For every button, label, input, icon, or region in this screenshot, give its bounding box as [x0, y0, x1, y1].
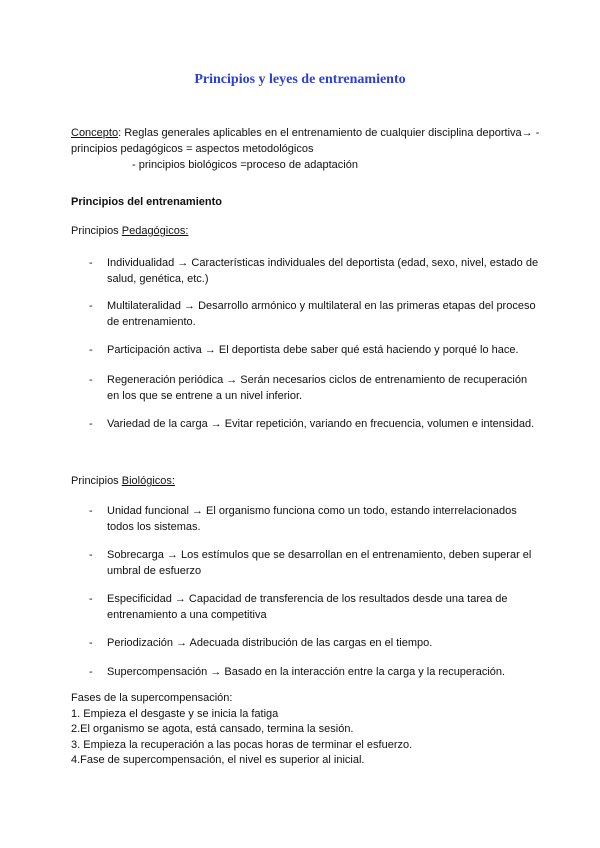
list-item-text: Especificidad → Capacidad de transferencia de los resultados desde una tarea de entrenamiento a una competitiva — [107, 593, 508, 621]
list-item — [89, 503, 539, 535]
list-item-text: Supercompensación → Basado en la interacción entre la carga y la recuperación. — [107, 666, 506, 678]
list-item — [89, 635, 539, 651]
fase-item: 1. Empieza el desgaste y se inicia la fatiga — [71, 707, 279, 720]
list-item — [89, 372, 539, 404]
list-item — [89, 298, 539, 330]
list-item-text: Variedad de la carga → Evitar repetición, variando en frecuencia, volumen e intensidad. — [107, 418, 535, 430]
list-item — [89, 416, 539, 432]
pedagogicos-prefix: Principios — [71, 225, 122, 237]
dash-bullet: - — [89, 637, 93, 649]
concepto-paragraph — [71, 125, 541, 173]
concepto-text: : Reglas generales aplicables en el entrenamiento de cualquier disciplina deportiva→ - principios pedagógicos = aspectos metodológicos — [71, 127, 540, 155]
fase-item: 2.El organismo se agota, está cansado, termina la sesión. — [71, 723, 354, 735]
biologicos-prefix: Principios — [71, 475, 122, 487]
dash-bullet: - — [89, 418, 93, 430]
fases-block — [71, 691, 541, 769]
dash-bullet: - — [89, 257, 93, 269]
list-item-text: Multilateralidad → Desarrollo armónico y multilateral en las primeras etapas del proceso de entrenamiento. — [107, 300, 536, 328]
dash-bullet: - — [89, 374, 93, 386]
concepto-label: Concepto — [71, 127, 119, 139]
biologicos-label: Biológicos: — [121, 475, 175, 487]
dash-bullet: - — [89, 505, 93, 517]
fases-heading: Fases de la supercompensación: — [71, 692, 233, 704]
dash-bullet: - — [89, 549, 93, 561]
list-item-text: Individualidad → Características individuales del deportista (edad, sexo, nivel, estado de salud, genética, etc.) — [107, 257, 539, 285]
fase-item: 3. Empieza la recuperación a las pocas horas de terminar el esfuerzo. — [71, 738, 413, 751]
list-item — [89, 591, 539, 623]
dash-bullet: - — [89, 300, 93, 312]
section-heading: Principios del entrenamiento — [71, 196, 222, 208]
biologicos-heading — [71, 475, 175, 487]
list-item-text: Participación activa → El deportista debe saber qué está haciendo y porqué lo hace. — [107, 344, 519, 356]
list-item-text: Sobrecarga → Los estímulos que se desarrollan en el entrenamiento, deben superar el umbral de esfuerzo — [107, 549, 532, 577]
pedagogicos-heading — [71, 225, 188, 237]
list-item-text: Periodización → Adecuada distribución de las cargas en el tiempo. — [107, 637, 433, 649]
list-item — [89, 255, 539, 287]
concepto-line-2: - principios biológicos =proceso de adaptación — [132, 159, 358, 171]
list-item — [89, 547, 539, 579]
list-item-text: Regeneración periódica → Serán necesarios ciclos de entrenamiento de recuperación en los que se entrene a un nivel inferior. — [107, 374, 528, 402]
fase-item: 4.Fase de supercompensación, el nivel es superior al inicial. — [71, 754, 365, 766]
pedagogicos-label: Pedagógicos: — [121, 225, 189, 237]
dash-bullet: - — [89, 344, 93, 356]
list-item — [89, 342, 539, 358]
list-item — [89, 664, 539, 680]
dash-bullet: - — [89, 666, 93, 678]
list-item-text: Unidad funcional → El organismo funciona como un todo, estando interrelacionados todos los sistemas. — [107, 505, 517, 533]
document-title: Principios y leyes de entrenamiento — [194, 72, 406, 87]
dash-bullet: - — [89, 593, 93, 605]
